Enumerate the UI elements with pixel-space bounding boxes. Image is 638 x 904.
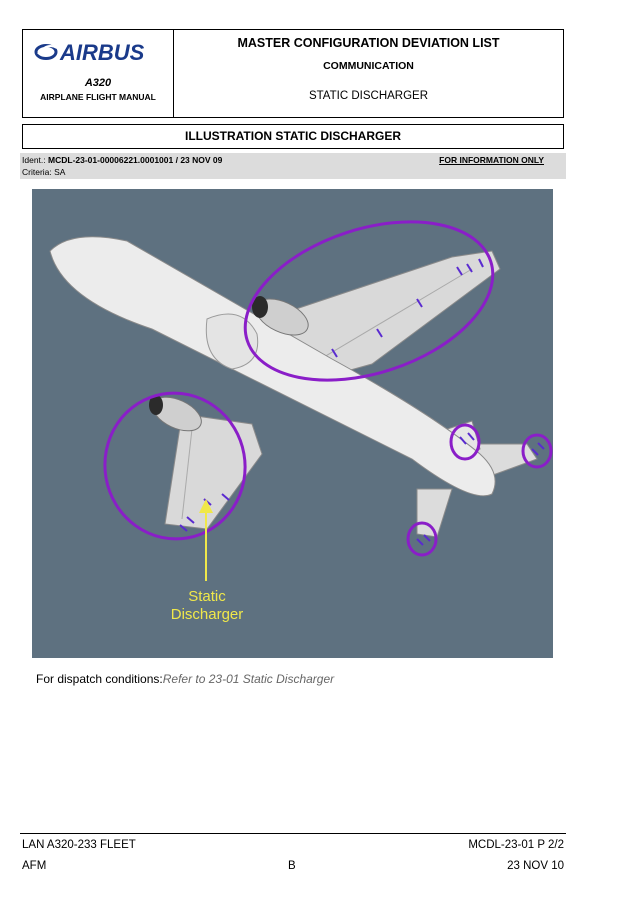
dispatch-conditions [36,672,334,686]
ident-line [22,155,222,165]
callout-label-line1: Static [188,588,226,605]
static-discharger-illustration [32,189,553,658]
illustration-title: ILLUSTRATION STATIC DISCHARGER [22,124,564,149]
ident-value: MCDL-23-01-00006221.0001001 / 23 NOV 09 [48,155,223,165]
footer-page-ref: MCDL-23-01 P 2/2 [468,839,564,851]
footer-rule [20,833,566,834]
footer-fleet: LAN A320-233 FLEET [22,839,136,851]
criteria-line: Criteria: SA [22,167,66,177]
brand-text: AIRBUS [60,40,145,65]
footer-date: 23 NOV 10 [507,860,564,872]
dispatch-label: For dispatch conditions: [36,672,163,686]
airbus-logo [33,38,167,66]
header-title-cell [174,30,563,117]
section-title: STATIC DISCHARGER [308,90,429,102]
footer-revision: B [288,860,296,872]
ident-bar [20,153,566,179]
header-logo-cell [23,30,174,117]
dispatch-reference: Refer to 23-01 Static Discharger [162,672,335,686]
callout-label-line2: Discharger [170,606,244,623]
chapter-title: COMMUNICATION [323,60,414,72]
document-title: MASTER CONFIGURATION DEVIATION LIST [237,36,500,50]
manual-name: AIRPLANE FLIGHT MANUAL [40,92,156,102]
aircraft-model: A320 [84,77,112,89]
ident-label: Ident.: [22,155,46,165]
info-only-note: FOR INFORMATION ONLY [439,155,544,165]
document-header [22,29,564,118]
footer-afm: AFM [22,860,47,872]
